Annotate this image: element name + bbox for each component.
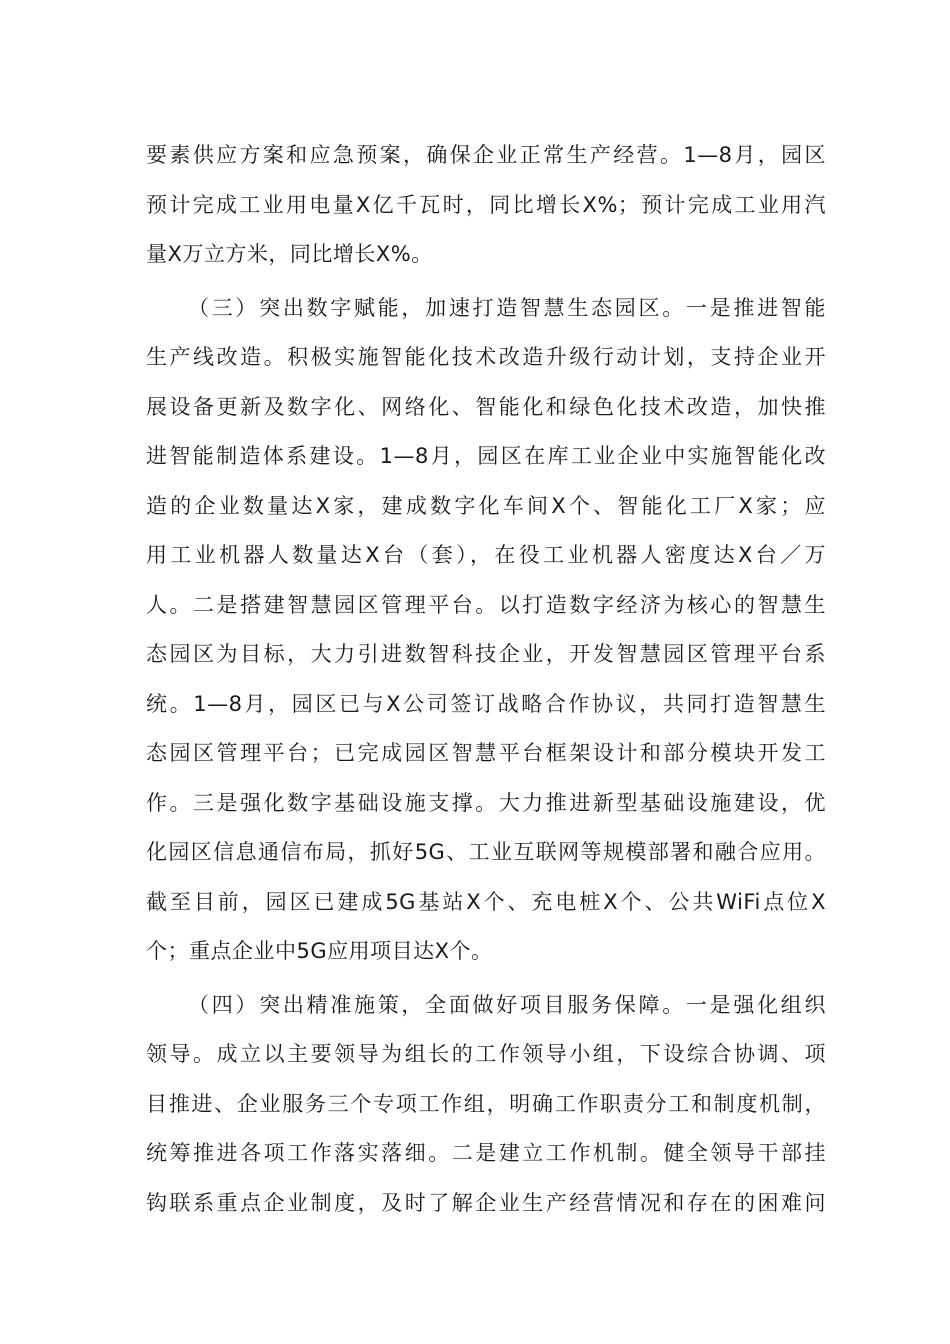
paragraph-line: 化园区信息通信布局，抓好5G、工业互联网等规模部署和融合应用。: [146, 840, 826, 864]
paragraph-line: 领导。成立以主要领导为组长的工作领导小组，下设综合协调、项: [146, 1042, 826, 1066]
paragraph-line: 生产线改造。积极实施智能化技术改造升级行动计划，支持企业开: [146, 345, 826, 369]
paragraph-line: 截至目前，园区已建成5G基站X个、充电桩X个、公共WiFi点位X: [146, 889, 826, 914]
paragraph-line: 个；重点企业中5G应用项目达X个。: [146, 939, 493, 963]
paragraph-line: （三）突出数字赋能，加速打造智慧生态园区。一是推进智能: [188, 295, 826, 320]
paragraph-line: 展设备更新及数字化、网络化、智能化和绿色化技术改造，加快推: [146, 394, 826, 419]
paragraph-line: 造的企业数量达X家，建成数字化车间X个、智能化工厂X家；应: [146, 493, 826, 518]
paragraph-line: 用工业机器人数量达X台（套），在役工业机器人密度达X台／万: [146, 543, 826, 567]
paragraph-line: 统筹推进各项工作落实落细。二是建立工作机制。健全领导干部挂: [146, 1141, 826, 1165]
paragraph-2: [146, 284, 826, 977]
paragraph-line: 预计完成工业用电量X亿千瓦时，同比增长X%；预计完成工业用汽: [146, 192, 826, 217]
paragraph-line: 钩联系重点企业制度，及时了解企业生产经营情况和存在的困难问: [146, 1190, 826, 1215]
paragraph-line: 态园区为目标，大力引进数智科技企业，开发智慧园区管理平台系: [146, 642, 826, 666]
paragraph-line: 态园区管理平台；已完成园区智慧平台框架设计和部分模块开发工: [146, 741, 826, 765]
paragraph-line: 量X万立方米，同比增长X%。: [146, 242, 433, 266]
document-body: [146, 131, 826, 1228]
paragraph-line: 作。三是强化数字基础设施支撑。大力推进新型基础设施建设，优: [146, 790, 826, 815]
paragraph-1: [146, 131, 826, 280]
paragraph-line: 进智能制造体系建设。1—8月，园区在库工业企业中实施智能化改: [146, 444, 826, 468]
paragraph-line: 人。二是搭建智慧园区管理平台。以打造数字经济为核心的智慧生: [146, 592, 826, 617]
paragraph-3: [146, 981, 826, 1229]
paragraph-line: 要素供应方案和应急预案，确保企业正常生产经营。1—8月，园区: [146, 143, 826, 167]
paragraph-line: （四）突出精准施策，全面做好项目服务保障。一是强化组织: [188, 992, 826, 1017]
paragraph-line: 统。1—8月，园区已与X公司签订战略合作协议，共同打造智慧生: [146, 691, 826, 716]
paragraph-line: 目推进、企业服务三个专项工作组，明确工作职责分工和制度机制，: [146, 1091, 826, 1116]
